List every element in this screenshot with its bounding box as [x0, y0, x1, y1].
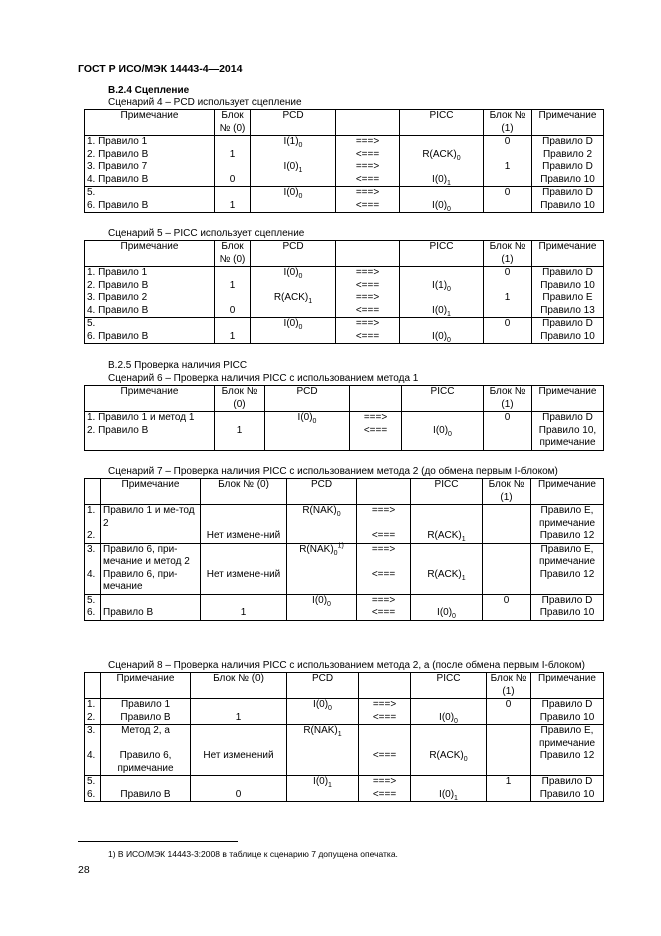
- scenario-5-table: [84, 240, 604, 344]
- cell: [400, 161, 484, 174]
- table-header-row: [85, 479, 604, 505]
- table-row: [85, 505, 604, 531]
- cell: <===: [336, 149, 400, 162]
- table-row: [85, 776, 604, 789]
- col-header: PCD: [251, 241, 336, 267]
- cell: ===>: [336, 318, 400, 331]
- col-header: [359, 673, 411, 699]
- cell: 1. Правило 1 и метод 1: [85, 412, 215, 425]
- cell: Правило D: [532, 161, 604, 174]
- table-caption: Сценарий 7 – Проверка наличия PICC с использованием метода 2 (до обмена первым I-блоком): [108, 466, 558, 477]
- table-row: [85, 267, 604, 280]
- cell: [191, 725, 287, 751]
- table-caption: Сценарий 5 – PICC использует сцепление: [108, 228, 305, 239]
- table-header-row: [85, 241, 604, 267]
- cell: $I(1)_0$: [251, 136, 336, 149]
- cell: ===>: [336, 187, 400, 200]
- cell: 1: [201, 607, 287, 620]
- cell: Правило B: [101, 607, 201, 620]
- cell: 4.: [85, 569, 101, 595]
- col-header: Блок № (0): [191, 673, 287, 699]
- table-row: [85, 280, 604, 293]
- cell: Правило 10: [532, 331, 604, 344]
- cell: $I(0)_0$: [251, 187, 336, 200]
- cell: [191, 776, 287, 789]
- cell: Правило E: [532, 292, 604, 305]
- table-caption: Сценарий 4 – PCD использует сцепление: [108, 97, 302, 108]
- cell: $I(0)_0$: [411, 712, 487, 725]
- cell: [400, 267, 484, 280]
- cell: $I(0)_0$: [287, 699, 359, 712]
- table-header-row: [85, 673, 604, 699]
- cell: Правило 6, примечание: [101, 750, 191, 776]
- cell: [484, 305, 532, 318]
- cell: Правило 10, примечание: [532, 425, 604, 451]
- cell: 5.: [85, 776, 101, 789]
- cell: 1: [191, 712, 287, 725]
- cell: Метод 2, а: [101, 725, 191, 751]
- cell: Правило 10: [532, 174, 604, 187]
- section-heading-b24: B.2.4 Сцепление: [108, 85, 190, 96]
- page-number: 28: [78, 864, 90, 876]
- table-row: [85, 136, 604, 149]
- scenario-8-table: [84, 672, 604, 802]
- cell: Правило D: [531, 594, 604, 607]
- col-header: Блок № (0): [215, 110, 251, 136]
- cell: 2. Правило B: [85, 280, 215, 293]
- cell: [402, 412, 484, 425]
- col-header: PCD: [287, 673, 359, 699]
- cell: 2. Правило B: [85, 425, 215, 451]
- cell: [411, 725, 487, 751]
- col-header: PICC: [411, 479, 483, 505]
- table-row: [85, 789, 604, 802]
- cell: 0: [484, 267, 532, 280]
- cell: Правило 10: [532, 280, 604, 293]
- table-caption: Сценарий 6 – Проверка наличия PICC с использованием метода 1: [108, 373, 419, 384]
- col-header: Примечание: [532, 241, 604, 267]
- col-header: [336, 110, 400, 136]
- table-row: [85, 318, 604, 331]
- cell: 1: [215, 149, 251, 162]
- cell: $I(0)_0$: [411, 607, 483, 620]
- cell: Правило 10: [531, 712, 604, 725]
- cell: Правило 12: [531, 750, 604, 776]
- cell: [484, 149, 532, 162]
- col-header: Примечание: [532, 386, 604, 412]
- table-row: [85, 750, 604, 776]
- cell: [400, 187, 484, 200]
- document-header: ГОСТ Р ИСО/МЭК 14443-4—2014: [78, 63, 243, 75]
- table-row: [85, 594, 604, 607]
- cell: Правило D: [532, 318, 604, 331]
- cell: $R(ACK)_1$: [251, 292, 336, 305]
- cell: 1: [215, 200, 251, 213]
- col-header: Примечание: [85, 386, 215, 412]
- cell: [484, 200, 532, 213]
- cell: 1: [484, 292, 532, 305]
- cell: 1.: [85, 505, 101, 531]
- cell: [487, 725, 531, 751]
- col-header: PCD: [265, 386, 350, 412]
- col-header: Примечание: [85, 241, 215, 267]
- col-header: Блок № (1): [483, 479, 531, 505]
- table-row: [85, 712, 604, 725]
- cell: <===: [350, 425, 402, 451]
- cell: [484, 174, 532, 187]
- cell: Правило 10: [531, 789, 604, 802]
- cell: 3. Правило 7: [85, 161, 215, 174]
- cell: 1. Правило 1: [85, 267, 215, 280]
- cell: 1. Правило 1: [85, 136, 215, 149]
- cell: Правило E, примечание: [531, 505, 604, 531]
- cell: Правило 2: [532, 149, 604, 162]
- col-header: Блок № (1): [484, 241, 532, 267]
- cell: [215, 292, 251, 305]
- cell: $I(0)_1$: [287, 776, 359, 789]
- cell: [251, 305, 336, 318]
- cell: Правило 13: [532, 305, 604, 318]
- cell: Правило D: [531, 776, 604, 789]
- table-row: [85, 331, 604, 344]
- cell: 0: [215, 305, 251, 318]
- cell: [101, 530, 201, 543]
- cell: 6.: [85, 789, 101, 802]
- col-header: PCD: [251, 110, 336, 136]
- col-header: Блок № (0): [215, 386, 265, 412]
- col-header: Блок № (0): [201, 479, 287, 505]
- cell: 1: [484, 161, 532, 174]
- table-header-row: [85, 110, 604, 136]
- cell: ===>: [359, 776, 411, 789]
- cell: 5.: [85, 318, 215, 331]
- cell: $I(0)_1$: [251, 161, 336, 174]
- cell: [411, 776, 487, 789]
- col-header: PICC: [402, 386, 484, 412]
- cell: Правило 1 и ме-тод 2: [101, 505, 201, 531]
- cell: [201, 505, 287, 531]
- col-header: PICC: [400, 241, 484, 267]
- cell: Нет измене-ний: [201, 530, 287, 543]
- table-row: [85, 174, 604, 187]
- cell: <===: [357, 607, 411, 620]
- col-header: PICC: [411, 673, 487, 699]
- table-row: [85, 425, 604, 451]
- section-heading-b25: B.2.5 Проверка наличия PICC: [108, 360, 248, 371]
- cell: [215, 161, 251, 174]
- cell: 4.: [85, 750, 101, 776]
- table-row: [85, 187, 604, 200]
- cell: [215, 187, 251, 200]
- cell: 0: [215, 174, 251, 187]
- cell: Правило D: [532, 136, 604, 149]
- col-header: Блок № (0): [215, 241, 251, 267]
- table-row: [85, 725, 604, 751]
- cell: [487, 789, 531, 802]
- footnote: 1) В ИСО/МЭК 14443-3:2008 в таблице к сценарию 7 допущена опечатка.: [108, 849, 398, 859]
- cell: Правило 10: [532, 200, 604, 213]
- cell: ===>: [357, 543, 411, 569]
- col-header: [336, 241, 400, 267]
- cell: [483, 569, 531, 595]
- cell: 0: [484, 187, 532, 200]
- cell: $R(ACK)_0$: [400, 149, 484, 162]
- cell: $I(0)_1$: [400, 174, 484, 187]
- cell: 2. Правило B: [85, 149, 215, 162]
- cell: <===: [336, 174, 400, 187]
- col-header: Примечание: [531, 673, 604, 699]
- cell: $R(ACK)_0$: [411, 750, 487, 776]
- scenario-6-table: [84, 385, 604, 451]
- cell: $I(0)_0$: [251, 318, 336, 331]
- cell: 3. Правило 2: [85, 292, 215, 305]
- cell: 1: [215, 425, 265, 451]
- cell: Правило D: [531, 699, 604, 712]
- cell: [215, 136, 251, 149]
- cell: ===>: [336, 267, 400, 280]
- cell: ===>: [336, 161, 400, 174]
- cell: [359, 725, 411, 751]
- cell: [265, 425, 350, 451]
- cell: [191, 699, 287, 712]
- cell: $I(0)_1$: [400, 305, 484, 318]
- cell: Правило E, примечание: [531, 725, 604, 751]
- cell: Правило D: [532, 187, 604, 200]
- cell: [484, 331, 532, 344]
- cell: Правило 6, при-мечание и метод 2: [101, 543, 201, 569]
- cell: [287, 569, 357, 595]
- cell: 4. Правило B: [85, 305, 215, 318]
- cell: $I(0)_0$: [265, 412, 350, 425]
- cell: [483, 543, 531, 569]
- cell: 2.: [85, 712, 101, 725]
- cell: Правило E, примечание: [531, 543, 604, 569]
- cell: 0: [484, 318, 532, 331]
- col-header: Блок № (1): [487, 673, 531, 699]
- cell: Правило B: [101, 712, 191, 725]
- cell: <===: [336, 280, 400, 293]
- cell: <===: [357, 530, 411, 543]
- col-header: [357, 479, 411, 505]
- table-row: [85, 149, 604, 162]
- cell: [215, 318, 251, 331]
- cell: 6.: [85, 607, 101, 620]
- cell: [251, 200, 336, 213]
- cell: <===: [336, 200, 400, 213]
- cell: Правило 12: [531, 530, 604, 543]
- cell: [411, 543, 483, 569]
- table-row: [85, 607, 604, 620]
- col-header: Примечание: [85, 110, 215, 136]
- cell: 1: [487, 776, 531, 789]
- cell: [411, 505, 483, 531]
- cell: [400, 292, 484, 305]
- col-header: [85, 673, 101, 699]
- cell: Нет измене-ний: [201, 569, 287, 595]
- cell: [287, 530, 357, 543]
- table-row: [85, 699, 604, 712]
- cell: 4. Правило B: [85, 174, 215, 187]
- cell: $R(NAK)_0^{1)}$: [287, 543, 357, 569]
- cell: [411, 594, 483, 607]
- footnote-divider: [78, 841, 238, 842]
- col-header: Примечание: [531, 479, 604, 505]
- col-header: PICC: [400, 110, 484, 136]
- col-header: Блок № (1): [484, 386, 532, 412]
- table-row: [85, 543, 604, 569]
- col-header: Примечание: [101, 479, 201, 505]
- cell: ===>: [350, 412, 402, 425]
- cell: [487, 712, 531, 725]
- cell: Правило 1: [101, 699, 191, 712]
- cell: Правило D: [532, 412, 604, 425]
- cell: $R(NAK)_0$: [287, 505, 357, 531]
- cell: [101, 594, 201, 607]
- cell: [251, 149, 336, 162]
- cell: [287, 712, 359, 725]
- cell: [251, 174, 336, 187]
- cell: <===: [359, 789, 411, 802]
- cell: <===: [336, 305, 400, 318]
- cell: <===: [336, 331, 400, 344]
- col-header: [350, 386, 402, 412]
- cell: 1: [215, 331, 251, 344]
- cell: $I(0)_0$: [251, 267, 336, 280]
- cell: 3.: [85, 725, 101, 751]
- cell: Нет изменений: [191, 750, 287, 776]
- cell: 5.: [85, 187, 215, 200]
- cell: Правило 12: [531, 569, 604, 595]
- cell: [483, 505, 531, 531]
- cell: [251, 280, 336, 293]
- col-header: [85, 479, 101, 505]
- cell: [287, 607, 357, 620]
- scenario-7-table: [84, 478, 604, 621]
- table-header-row: [85, 386, 604, 412]
- cell: $R(NAK)_1$: [287, 725, 359, 751]
- cell: [400, 318, 484, 331]
- cell: <===: [357, 569, 411, 595]
- cell: [201, 594, 287, 607]
- cell: 0: [487, 699, 531, 712]
- scenario-4-table: [84, 109, 604, 213]
- cell: [411, 699, 487, 712]
- cell: ===>: [359, 699, 411, 712]
- table-row: [85, 305, 604, 318]
- cell: [215, 412, 265, 425]
- cell: Правило 10: [531, 607, 604, 620]
- table-row: [85, 161, 604, 174]
- cell: 0: [191, 789, 287, 802]
- cell: <===: [359, 712, 411, 725]
- cell: $I(1)_0$: [400, 280, 484, 293]
- table-row: [85, 200, 604, 213]
- cell: Правило D: [532, 267, 604, 280]
- cell: ===>: [336, 136, 400, 149]
- col-header: Блок № (1): [484, 110, 532, 136]
- table-row: [85, 412, 604, 425]
- cell: $I(0)_0$: [400, 331, 484, 344]
- cell: [484, 425, 532, 451]
- cell: [287, 750, 359, 776]
- cell: [483, 607, 531, 620]
- col-header: PCD: [287, 479, 357, 505]
- table-caption: Сценарий 8 – Проверка наличия PICC с использованием метода 2, а (после обмена первым I-блоком): [108, 660, 585, 671]
- cell: [287, 789, 359, 802]
- cell: 5.: [85, 594, 101, 607]
- cell: $I(0)_0$: [287, 594, 357, 607]
- table-row: [85, 292, 604, 305]
- cell: 3.: [85, 543, 101, 569]
- col-header: Примечание: [532, 110, 604, 136]
- cell: 1: [215, 280, 251, 293]
- cell: 0: [484, 412, 532, 425]
- cell: ===>: [357, 594, 411, 607]
- cell: 0: [483, 594, 531, 607]
- cell: $I(0)_0$: [400, 200, 484, 213]
- cell: Правило 6, при-мечание: [101, 569, 201, 595]
- cell: <===: [359, 750, 411, 776]
- cell: [400, 136, 484, 149]
- table-row: [85, 569, 604, 595]
- col-header: Примечание: [101, 673, 191, 699]
- cell: [101, 776, 191, 789]
- cell: [483, 530, 531, 543]
- cell: [251, 331, 336, 344]
- cell: $I(0)_1$: [411, 789, 487, 802]
- table-row: [85, 530, 604, 543]
- cell: 0: [484, 136, 532, 149]
- cell: [201, 543, 287, 569]
- cell: [484, 280, 532, 293]
- cell: 6. Правило B: [85, 331, 215, 344]
- cell: Правило B: [101, 789, 191, 802]
- cell: 6. Правило B: [85, 200, 215, 213]
- cell: 1.: [85, 699, 101, 712]
- cell: $I(0)_0$: [402, 425, 484, 451]
- cell: $R(ACK)_1$: [411, 569, 483, 595]
- cell: [487, 750, 531, 776]
- cell: $R(ACK)_1$: [411, 530, 483, 543]
- cell: ===>: [357, 505, 411, 531]
- cell: [215, 267, 251, 280]
- cell: ===>: [336, 292, 400, 305]
- cell: 2.: [85, 530, 101, 543]
